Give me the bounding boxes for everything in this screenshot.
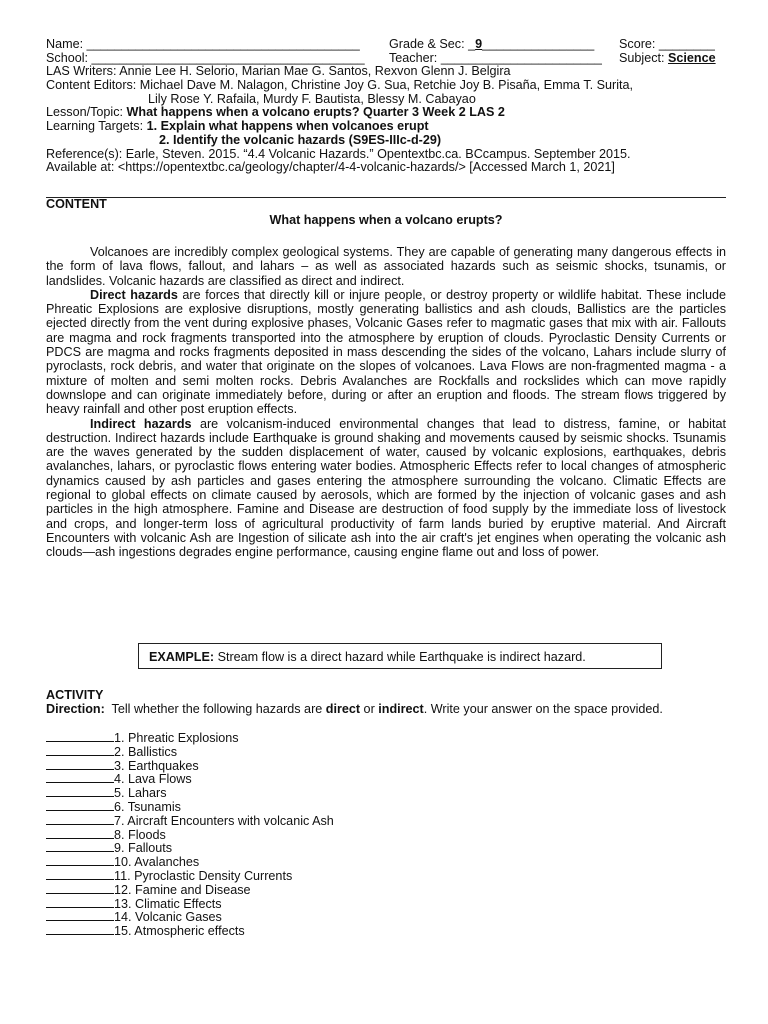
answer-blank[interactable]: [46, 882, 114, 894]
activity-label: ACTIVITY: [46, 688, 104, 702]
list-item: 14. Volcanic Gases: [46, 909, 446, 923]
learning-target-1: 1. Explain what happens when volcanoes erupt: [146, 119, 429, 134]
editors-line-2: Lily Rose Y. Rafaila, Murdy F. Bautista, Blessy M. Cabayao: [148, 91, 476, 106]
answer-blank[interactable]: [46, 744, 114, 756]
answer-blank[interactable]: [46, 730, 114, 742]
answer-blank[interactable]: [46, 827, 114, 839]
reference-line: Reference(s): Earle, Steven. 2015. “4.4 Volcanic Hazards.” Opentextbc.ca. BCcampus. September 2015.: [46, 146, 631, 161]
editors-line-1: Content Editors: Michael Dave M. Nalagon, Christine Joy G. Sua, Retchie Joy B. Pisaña, Emma T. Surita,: [46, 78, 634, 93]
score-field[interactable]: Score: ________: [619, 37, 715, 51]
list-item: 5. Lahars: [46, 785, 446, 799]
learning-target-2: 2. Identify the volcanic hazards (S9ES-IIIc-d-29): [159, 132, 442, 147]
content-body: [46, 245, 726, 560]
school-field[interactable]: School: _______________________________________: [46, 50, 365, 65]
subject-value: Science: [668, 50, 716, 65]
term-indirect-hazards: Indirect hazards: [90, 416, 192, 431]
answer-blank[interactable]: [46, 785, 114, 797]
list-item: 7. Aircraft Encounters with volcanic Ash: [46, 813, 446, 827]
list-item: 8. Floods: [46, 827, 446, 841]
list-item: 9. Fallouts: [46, 840, 446, 854]
term-direct-hazards: Direct hazards: [90, 287, 178, 302]
list-item: 6. Tsunamis: [46, 799, 446, 813]
header-row-name: [46, 38, 726, 52]
name-field[interactable]: Name: _______________________________________: [46, 37, 360, 51]
worksheet-header: [46, 38, 726, 175]
content-title: What happens when a volcano erupts?: [269, 213, 503, 227]
teacher-field[interactable]: Teacher: _______________________: [389, 50, 602, 65]
targets-line-2: [46, 134, 726, 148]
paragraph-direct-hazards: Direct hazards are forces that directly kill or injure people, or destroy property or wildlife habitat. These include Phreatic Explosions are explosive disruptions, mostly generating ballistics and ash clouds, Ballistics are the particles ejected directly from the vent during explosive phases, Volcanic Gases refer to magmatic gases that mix with air. Fallouts are magma and rock fragments transported into the atmosphere by eruption of clouds. Pyroclastic Density Currents or PDCS are magma and rocks fragments deposited in mass descending the sides of the volcano, Lahars include slurry of pyroclasts, rock debris, and water that originate on the slopes of volcanoes. Lava Flows are non-fragmented magma - a mixture of molten and semi molten rocks. Debris Avalanches are Rockfalls and rockslides which can move rapidly downslope and can originate immediately before, during or after an eruption and floods. The stream flows triggered by heavy rainfall and other post eruption effects.: [46, 287, 726, 417]
activity-direction: Direction: Tell whether the following hazards are direct or indirect. Write your answer on the space provided.: [46, 702, 663, 717]
list-item: 12. Famine and Disease: [46, 882, 446, 896]
subject-field: Subject: Science: [619, 50, 716, 65]
answer-blank[interactable]: [46, 923, 114, 935]
answer-blank[interactable]: [46, 854, 114, 866]
answer-blank[interactable]: [46, 840, 114, 852]
list-item: 15. Atmospheric effects: [46, 923, 446, 937]
lesson-topic: What happens when a volcano erupts? Quarter 3 Week 2 LAS 2: [126, 105, 505, 120]
example-text: Stream flow is a direct hazard while Earthquake is indirect hazard.: [214, 650, 586, 664]
paragraph-intro: Volcanoes are incredibly complex geological systems. They are capable of generating many dangerous effects in the form of lava flows, fallout, and lahars – as well as associated hazards such as seismic shocks, tsunamis, or landslides. Volcanic hazards are classified as direct and indirect.: [46, 245, 726, 288]
content-label: CONTENT: [46, 197, 107, 211]
activity-items: [46, 730, 446, 937]
list-item: 1. Phreatic Explosions: [46, 730, 446, 744]
answer-blank[interactable]: [46, 813, 114, 825]
list-item: 4. Lava Flows: [46, 771, 446, 785]
grade-field[interactable]: Grade & Sec: _9________________: [389, 37, 595, 51]
answer-blank[interactable]: [46, 909, 114, 921]
list-item: 2. Ballistics: [46, 744, 446, 758]
answer-blank[interactable]: [46, 771, 114, 783]
list-item: 13. Climatic Effects: [46, 896, 446, 910]
header-row-school: [46, 52, 726, 66]
grade-value: 9: [475, 37, 483, 51]
targets-line-1: Learning Targets: 1. Explain what happens when volcanoes erupt: [46, 119, 429, 134]
lesson-line: Lesson/Topic: What happens when a volcano erupts? Quarter 3 Week 2 LAS 2: [46, 105, 505, 120]
answer-blank[interactable]: [46, 868, 114, 880]
answer-blank[interactable]: [46, 799, 114, 811]
answer-blank[interactable]: [46, 896, 114, 908]
writers-line: LAS Writers: Annie Lee H. Selorio, Marian Mae G. Santos, Rexvon Glenn J. Belgira: [46, 64, 511, 79]
example-box: [138, 643, 662, 669]
content-section: [46, 197, 726, 560]
answer-blank[interactable]: [46, 758, 114, 770]
available-line: Available at: <https://opentextbc.ca/geology/chapter/4-4-volcanic-hazards/> [Accessed March 1, 2021]: [46, 160, 615, 175]
list-item: 3. Earthquakes: [46, 758, 446, 772]
paragraph-indirect-hazards: Indirect hazards are volcanism-induced environmental changes that lead to distress, famine, or habitat destruction. Indirect hazards include Earthquake is ground shaking and movements caused by seismic shocks. Tsunamis are the waves generated by the sudden displacement of water, caused by volcanic explosions, earthquakes, debris avalanches, lahars, or pyroclastic flows entering water bodies. Atmospheric Effects refer to local changes of atmospheric dynamics caused by ash particles and gases entering the atmosphere surrounding the volcano. Climatic Effects are regional to global effects on climate caused by aerosols, which are formed by the injection of volcanic gases and ash particles in the high atmosphere. Famine and Disease are destruction of food supply by the immediate loss of livestock and crops, and longer-term loss of agricultural productivity of farm lands buried by eruptive material. And Aircraft Encounters with volcanic Ash are Ingestion of silicate ash into the air craft's jet engines when operating the volcanic ash clouds—ash ingestions degrades engine performance, causing engine flame out and loss of power.: [46, 416, 726, 560]
list-item: 10. Avalanches: [46, 854, 446, 868]
example-label: EXAMPLE:: [149, 650, 215, 664]
activity-section: [46, 688, 736, 717]
list-item: 11. Pyroclastic Density Currents: [46, 868, 446, 882]
